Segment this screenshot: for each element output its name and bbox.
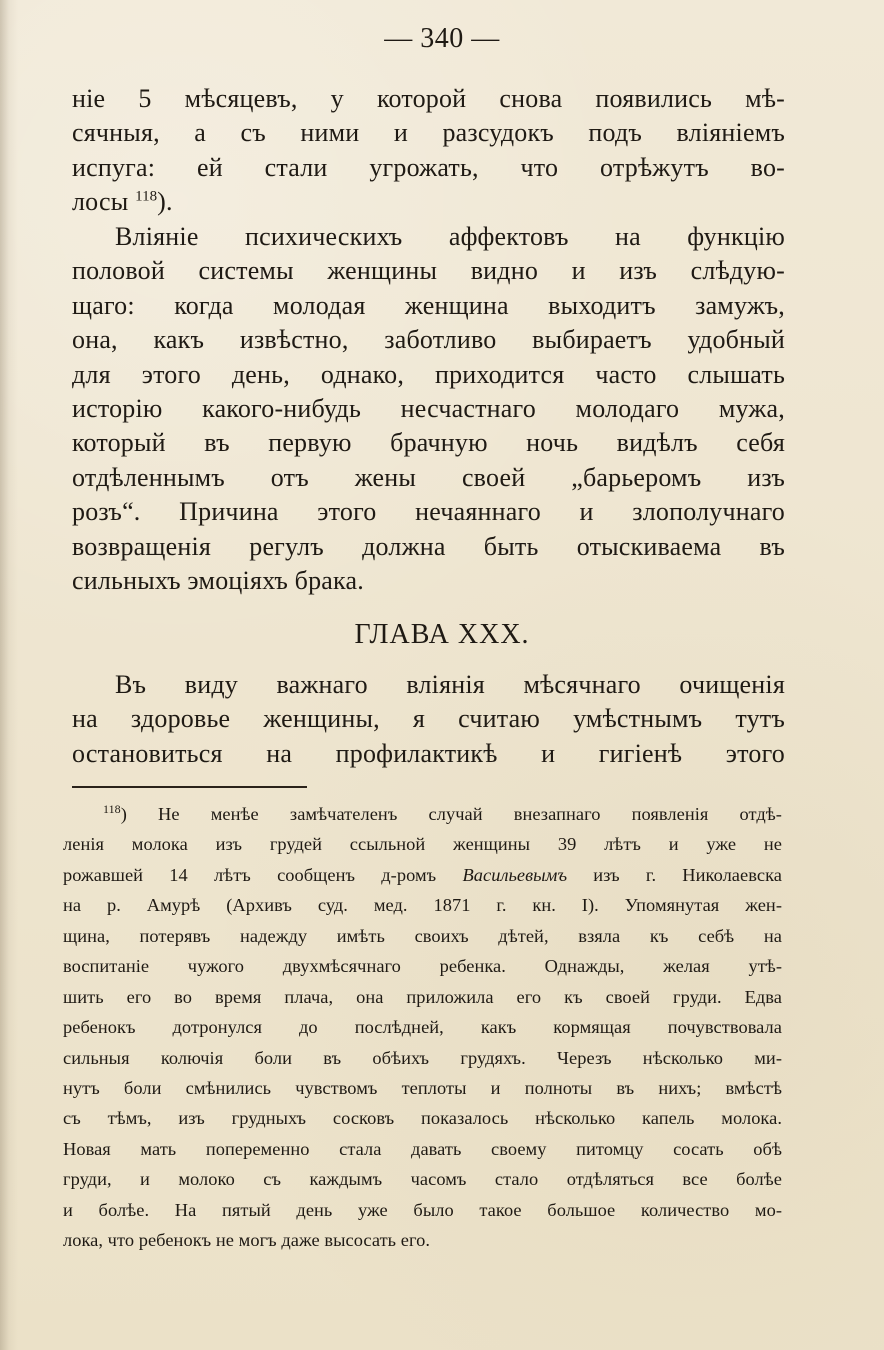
text-line: щаго: когда молодая женщина выходитъ замужъ, — [72, 290, 785, 320]
footnote-reference: 118 — [135, 188, 158, 205]
footnote-line: шить его во время плача, она приложила его къ своей груди. Едва — [63, 986, 782, 1007]
footnote-line — [63, 799, 782, 829]
paragraph-continuation — [72, 82, 785, 220]
footnote-text: Не менѣе замѣчателенъ случай внезапнаго появленія отдѣ- — [126, 804, 782, 824]
footnote-line: воспитаніе чужого двухмѣсячнаго ребенка. Однажды, желая утѣ- — [63, 956, 782, 977]
footnote-marker-tail: ) — [120, 804, 127, 824]
text-line: она, какъ извѣстно, заботливо выбираетъ удобный — [72, 325, 785, 355]
footnote-line: щина, потерявъ надежду имѣть своихъ дѣтей, взяла къ себѣ на — [63, 925, 782, 946]
footnote-line: и болѣе. На пятый день уже было такое большое количество мо- — [63, 1199, 782, 1220]
footnote-line: нутъ боли смѣнились чувствомъ теплоты и полноты въ нихъ; вмѣстѣ — [63, 1077, 782, 1098]
text-line: исторію какого-нибудь несчастнаго молодаго мужа, — [72, 393, 785, 423]
footnote-line: на р. Амурѣ (Архивъ суд. мед. 1871 г. кн. I). Упомянутая жен- — [63, 895, 782, 916]
text-line: розъ“. Причина этого нечаяннаго и злополучнаго — [72, 497, 785, 527]
text-line: который въ первую брачную ночь видѣлъ себя — [72, 428, 785, 458]
text-line: половой системы женщины видно и изъ слѣдую- — [72, 256, 785, 286]
footnote-line: ребенокъ дотронулся до послѣдней, какъ кормящая почувствовала — [63, 1017, 782, 1038]
text-line: отдѣленнымъ отъ жены своей „барьеромъ изъ — [72, 462, 785, 492]
text-line: сильныхъ эмоціяхъ брака. — [72, 565, 364, 595]
footnote-118 — [63, 799, 782, 1256]
text-line: Вліяніе психическихъ аффектовъ на функцію — [115, 222, 785, 251]
page-number: — 340 — — [384, 23, 500, 54]
footnote-text: изъ г. Николаевска — [567, 864, 782, 885]
text-fragment: ). — [157, 187, 173, 217]
text-line: возвращенія регулъ должна быть отыскиваема въ — [72, 531, 785, 561]
footnote-divider — [72, 786, 307, 788]
paragraph-hygiene-intro — [72, 668, 785, 771]
footnote-marker: 118 — [103, 801, 121, 816]
footnote-line: лока, что ребенокъ не могъ даже высосать его. — [63, 1230, 431, 1251]
text-line: Въ виду важнаго вліянія мѣсячнаго очищенія — [115, 670, 785, 699]
footnote-line: ленія молока изъ грудей ссыльной женщины 39 лѣтъ и уже не — [63, 834, 782, 855]
text-line: для этого день, однако, приходится часто слышать — [72, 359, 785, 389]
text-line-with-footnote-reference — [72, 185, 785, 219]
paragraph-psychic-affects — [72, 220, 785, 598]
footnote-line: груди, и молоко съ каждымъ часомъ стало отдѣляться все болѣе — [63, 1169, 782, 1190]
text-line: ніе 5 мѣсяцевъ, у которой снова появились мѣ- — [72, 84, 785, 113]
author-name: Васильевымъ — [462, 864, 568, 885]
footnote-text: рожавшей 14 лѣтъ сообщенъ д-ромъ — [63, 864, 463, 885]
footnote-line-with-italic-name — [63, 860, 782, 890]
text-line: на здоровье женщины, я считаю умѣстнымъ тутъ — [72, 704, 785, 734]
text-fragment: лосы — [72, 187, 129, 217]
text-line: сячныя, а съ ними и разсудокъ подъ вліяніемъ — [72, 118, 785, 148]
footnote-line: Новая мать попеременно стала давать своему питомцу сосать обѣ — [63, 1138, 782, 1159]
text-line: остановиться на профилактикѣ и гигіенѣ этого — [72, 738, 785, 768]
chapter-title: ГЛАВА XXX. — [354, 619, 530, 650]
footnote-line: съ тѣмъ, изъ грудныхъ сосковъ показалось нѣсколько капель молока. — [63, 1108, 782, 1129]
footnote-line: сильныя колючія боли въ обѣихъ грудяхъ. Черезъ нѣсколько ми- — [63, 1047, 782, 1068]
text-line: испуга: ей стали угрожать, что отрѣжутъ во- — [72, 152, 785, 182]
